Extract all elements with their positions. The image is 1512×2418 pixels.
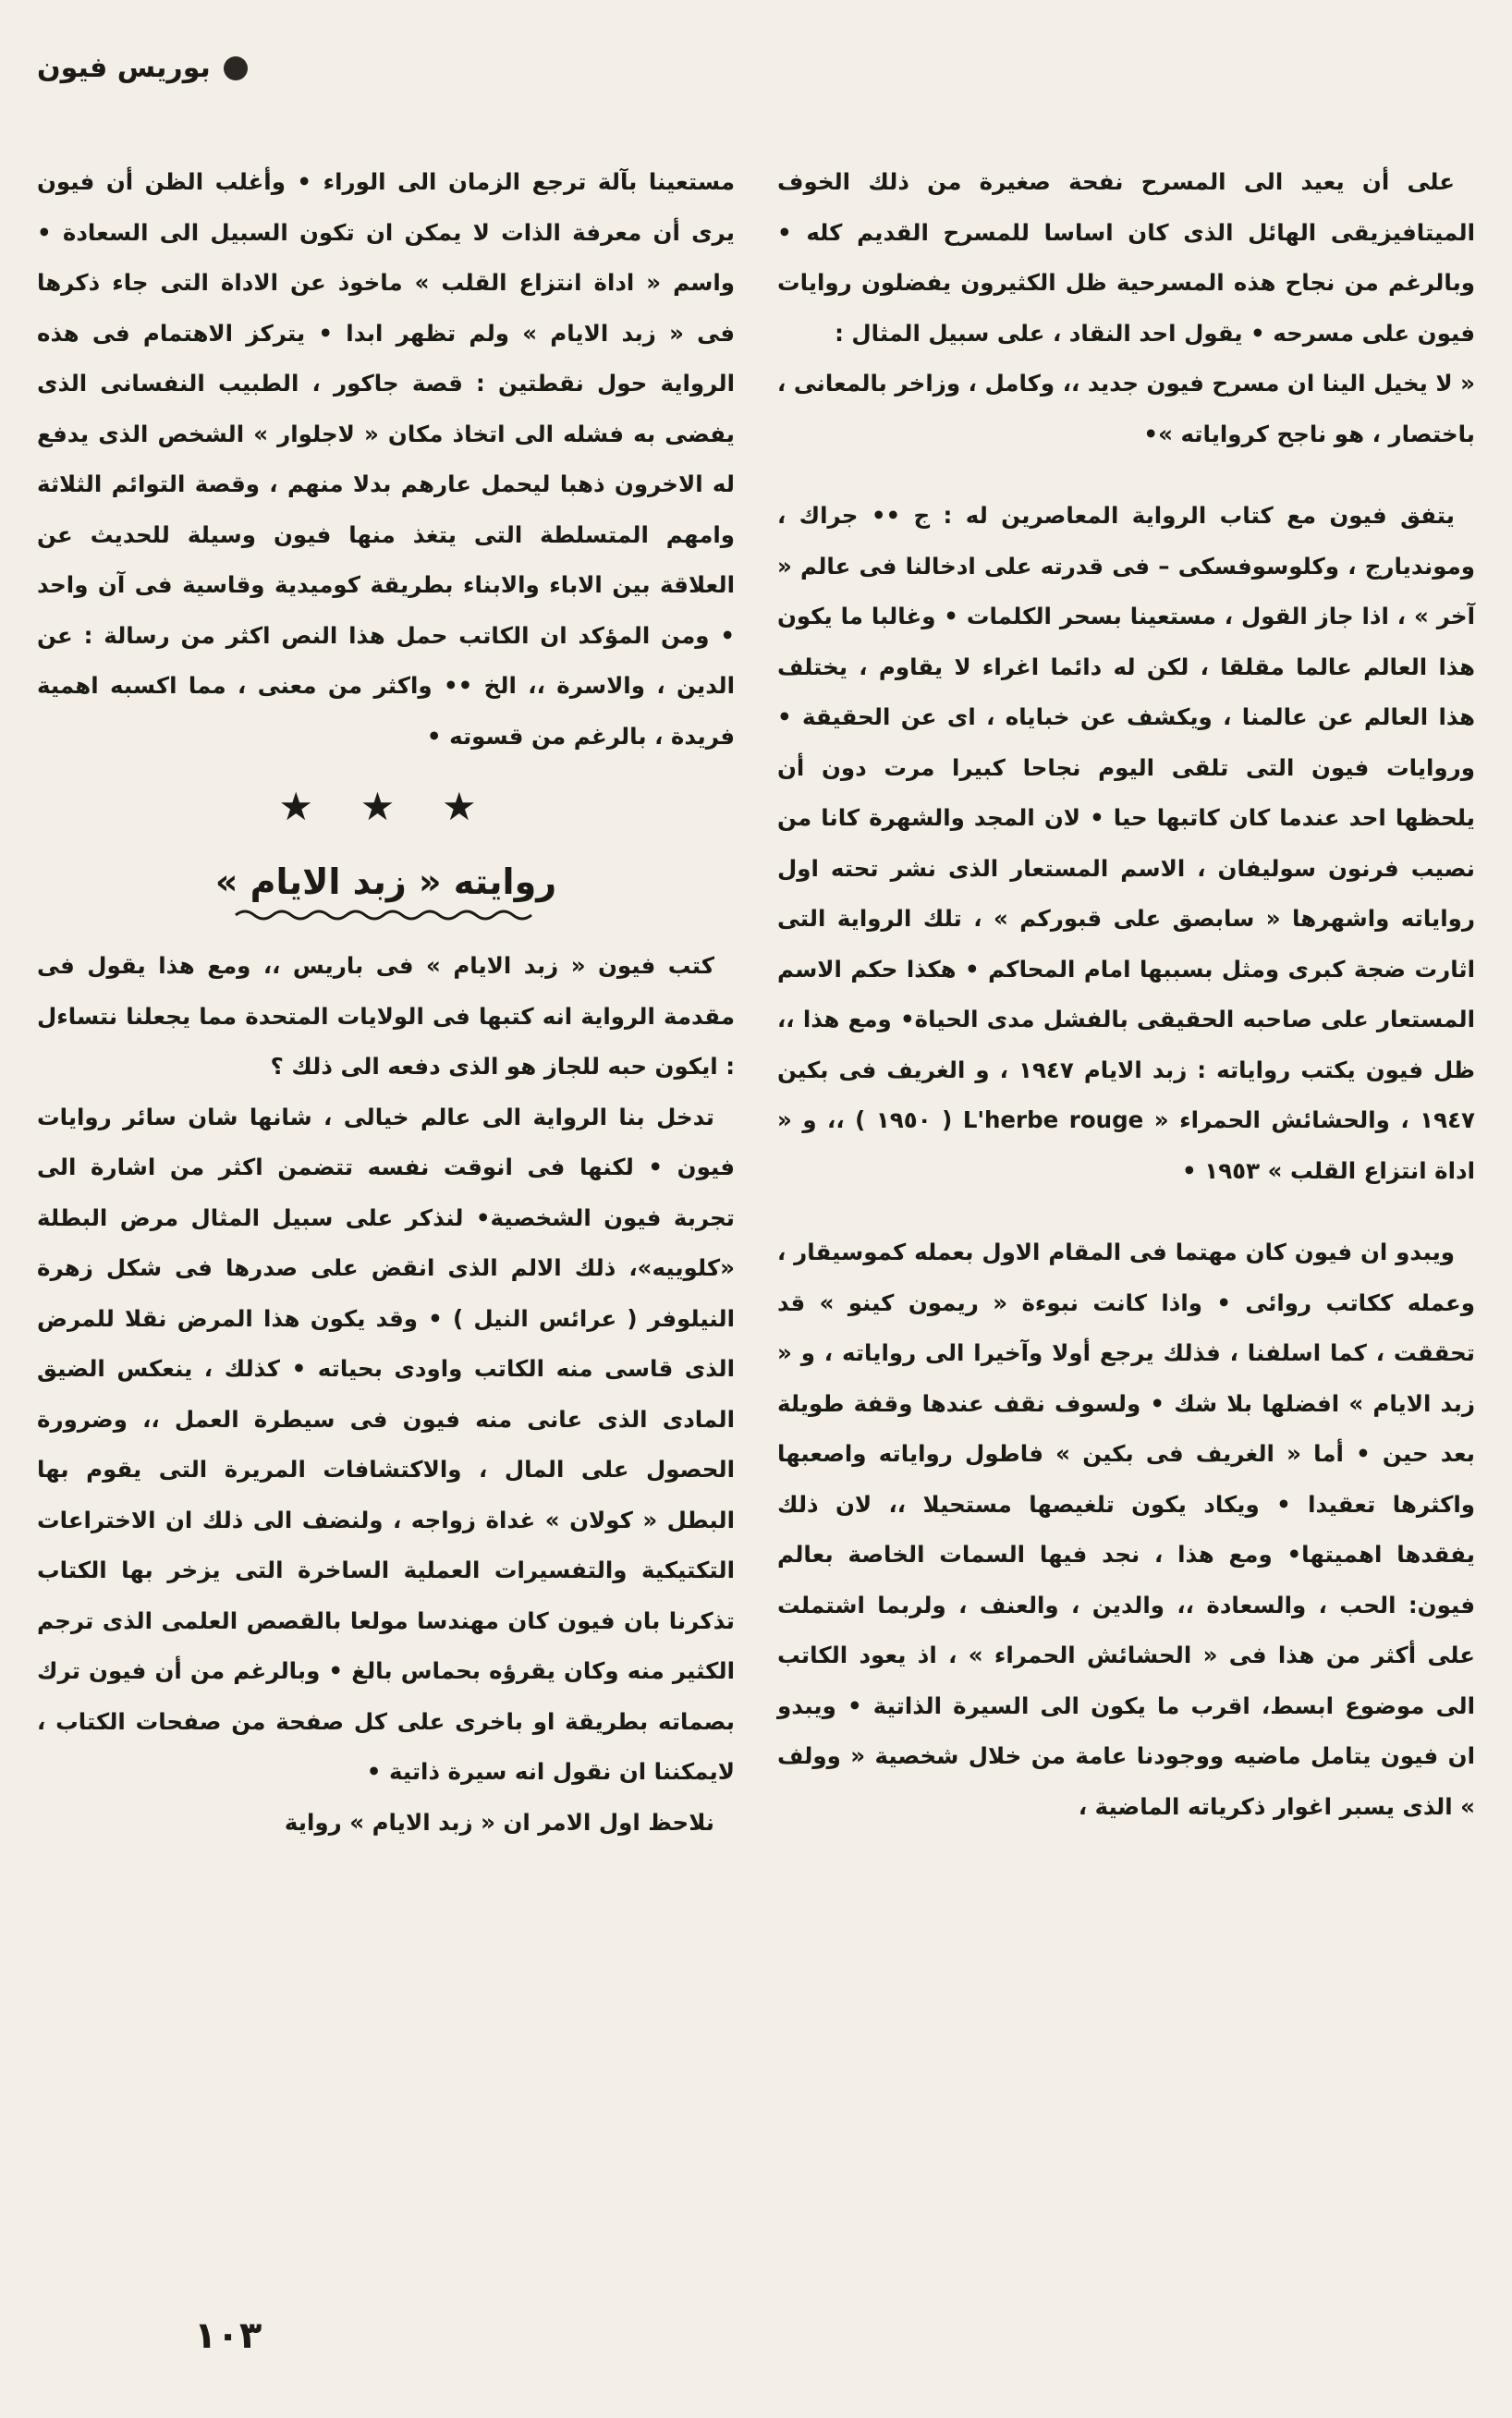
- paragraph: نلاحظ اول الامر ان « زبد الايام » رواية: [284, 1808, 714, 1836]
- page-number: ١٠٣: [194, 2314, 262, 2357]
- section-heading: [37, 856, 735, 922]
- left-column: [37, 157, 735, 1848]
- right-column: [777, 157, 1475, 1832]
- paragraph-gap: [777, 1196, 1475, 1227]
- paragraph: كتب فيون « زبد الايام » فى باريس ،، ومع هذا يقول فى مقدمة الرواية انه كتبها فى الولايات المتحدة مما يجعلنا نتساءل : ايكون حبه للجاز هو الذى دفعه الى ذلك ؟: [37, 952, 735, 1080]
- running-head-author: بوريس فيون: [37, 52, 211, 84]
- wavy-underline-icon: [234, 908, 539, 922]
- paragraph: على أن يعيد الى المسرح نفحة صغيرة من ذلك الخوف الميتافيزيقى الهائل الذى كان اساسا للمسرح القديم كله • وبالرغم من نجاح هذه المسرحية ظل الكثيرون يفضلون روايات فيون على مسرحه • يقول احد النقاد ، على سبيل المثال :: [777, 168, 1475, 347]
- running-head: [37, 52, 248, 84]
- paragraph: يتفق فيون مع كتاب الرواية المعاصرين له : ج •• جراك ، ومونديارج ، وكلوسوفسكى – فى قدرته على ادخالنا فى عالم « آخر » ، اذا جاز القول ، مستعينا بسحر الكلمات • وغالبا ما يكون هذا العالم عالما مقلقا ، لكن له دائما اغراء لا يقاوم ، يختلف هذا العالم عن عالمنا ، ويكشف عن خباياه ، اى عن الحقيقة • وروايات فيون التى تلقى اليوم نجاحا كبيرا مرت دون أن يلحظها احد عندما كان كاتبها حيا • لان المجد والشهرة كانا من نصيب فرنون سوليفان ، الاسم المستعار الذى نشر تحته اول رواياته واشهرها « سابصق على قبوركم » ، تلك الرواية التى اثارت ضجة كبرى ومثل بسببها امام المحاكم • هكذا حكم الاسم المستعار على صاحبه الحقيقى بالفشل مدى الحياة• ومع هذا ،، ظل فيون يكتب رواياته : زبد الايام ١٩٤٧ ، و الغريف فى بكين ١٩٤٧ ، والحشائش الحمراء « L'herbe rouge ( ١٩٥٠ ) ،، و « اداة انتزاع القلب » ١٩٥٣ •: [777, 502, 1475, 1184]
- paragraph-gap: [777, 459, 1475, 491]
- quote-paragraph: « لا يخيل الينا ان مسرح فيون جديد ،، وكامل ، وزاخر بالمعانى ، باختصار ، هو ناجح كرواياته »•: [777, 370, 1475, 447]
- bullet-icon: [224, 56, 248, 80]
- section-title: روايته « زبد الايام »: [214, 861, 557, 902]
- paragraph: مستعينا بآلة ترجع الزمان الى الوراء • وأغلب الظن أن فيون يرى أن معرفة الذات لا يمكن ان تكون السبيل الى السعادة • واسم « اداة انتزاع القلب » ماخوذ عن الاداة التى جاء ذكرها فى « زبد الايام » ولم تظهر ابدا • يتركز الاهتمام فى هذه الرواية حول نقطتين : قصة جاكور ، الطبيب النفسانى الذى يفضى به فشله الى اتخاذ مكان « لاجلوار » الشخص الذى يدفع له الاخرون ذهبا ليحمل عارهم بدلا منهم ، وقصة التوائم الثلاثة وامهم المتسلطة التى يتغذ منها فيون وسيلة للحديث عن العلاقة بين الاباء والابناء بطريقة كوميدية وقاسية فى آن واحد • ومن المؤكد ان الكاتب حمل هذا النص اكثر من رسالة : عن الدين ، والاسرة ،، الخ •• واكثر من معنى ، مما اكسبه اهمية فريدة ، بالرغم من قسوته •: [37, 168, 735, 750]
- paragraph: ويبدو ان فيون كان مهتما فى المقام الاول بعمله كموسيقار ، وعمله ككاتب روائى • واذا كانت نبوءة « ريمون كينو » قد تحققت ، كما اسلفنا ، فذلك يرجع أولا وآخيرا الى رواياته ، و « زبد الايام » افضلها بلا شك • ولسوف نقف عندها وقفة طويلة بعد حين • أما « الغريف فى بكين » فاطول رواياته واصعبها واكثرها تعقيدا • ويكاد يكون تلغيصها مستحيلا ،، لان ذلك يفقدها اهميتها• ومع هذا ، نجد فيها السمات الخاصة بعالم فيون: الحب ، والسعادة ،، والدين ، والعنف ، ولربما اشتملت على أكثر من هذا فى « الحشائش الحمراء » ، اذ يعود الكاتب الى موضوع ابسط، اقرب ما يكون الى السيرة الذاتية • ويبدو ان فيون يتامل ماضيه ووجودنا عامة من خلال شخصية « وولف » الذى يسبر اغوار ذكرياته الماضية ،: [777, 1239, 1475, 1820]
- section-separator: ★ ★ ★: [278, 784, 494, 829]
- paragraph: تدخل بنا الرواية الى عالم خيالى ، شانها شان سائر روايات فيون • لكنها فى انوقت نفسه تتضمن اكثر من اشارة الى تجربة فيون الشخصية• لنذكر على سبيل المثال مرض البطلة «كلوييه»، ذلك الالم الذى انقض على صدرها فى شكل زهرة النيلوفر ( عرائس النيل ) • وقد يكون هذا المرض نقلا للمرض الذى قاسى منه الكاتب واودى بحياته • كذلك ، ينعكس الضيق المادى الذى عانى منه فيون فى سيطرة العمل ،، وضرورة الحصول على المال ، والاكتشافات المريرة التى يقوم بها البطل « كولان » غداة زواجه ، ولنضف الى ذلك ان الاختراعات التكتيكية والتفسيرات العملية الساخرة التى يزخر بها الكتاب تذكرنا بان فيون كان مهندسا مولعا بالقصص العلمى الذى ترجم الكثير منه وكان يقرؤه بحماس بالغ • وبالرغم من أن فيون ترك بصماته بطريقة او باخرى على كل صفحة من صفحات الكتاب ، لايمكننا ان نقول انه سيرة ذاتية •: [37, 1103, 735, 1785]
